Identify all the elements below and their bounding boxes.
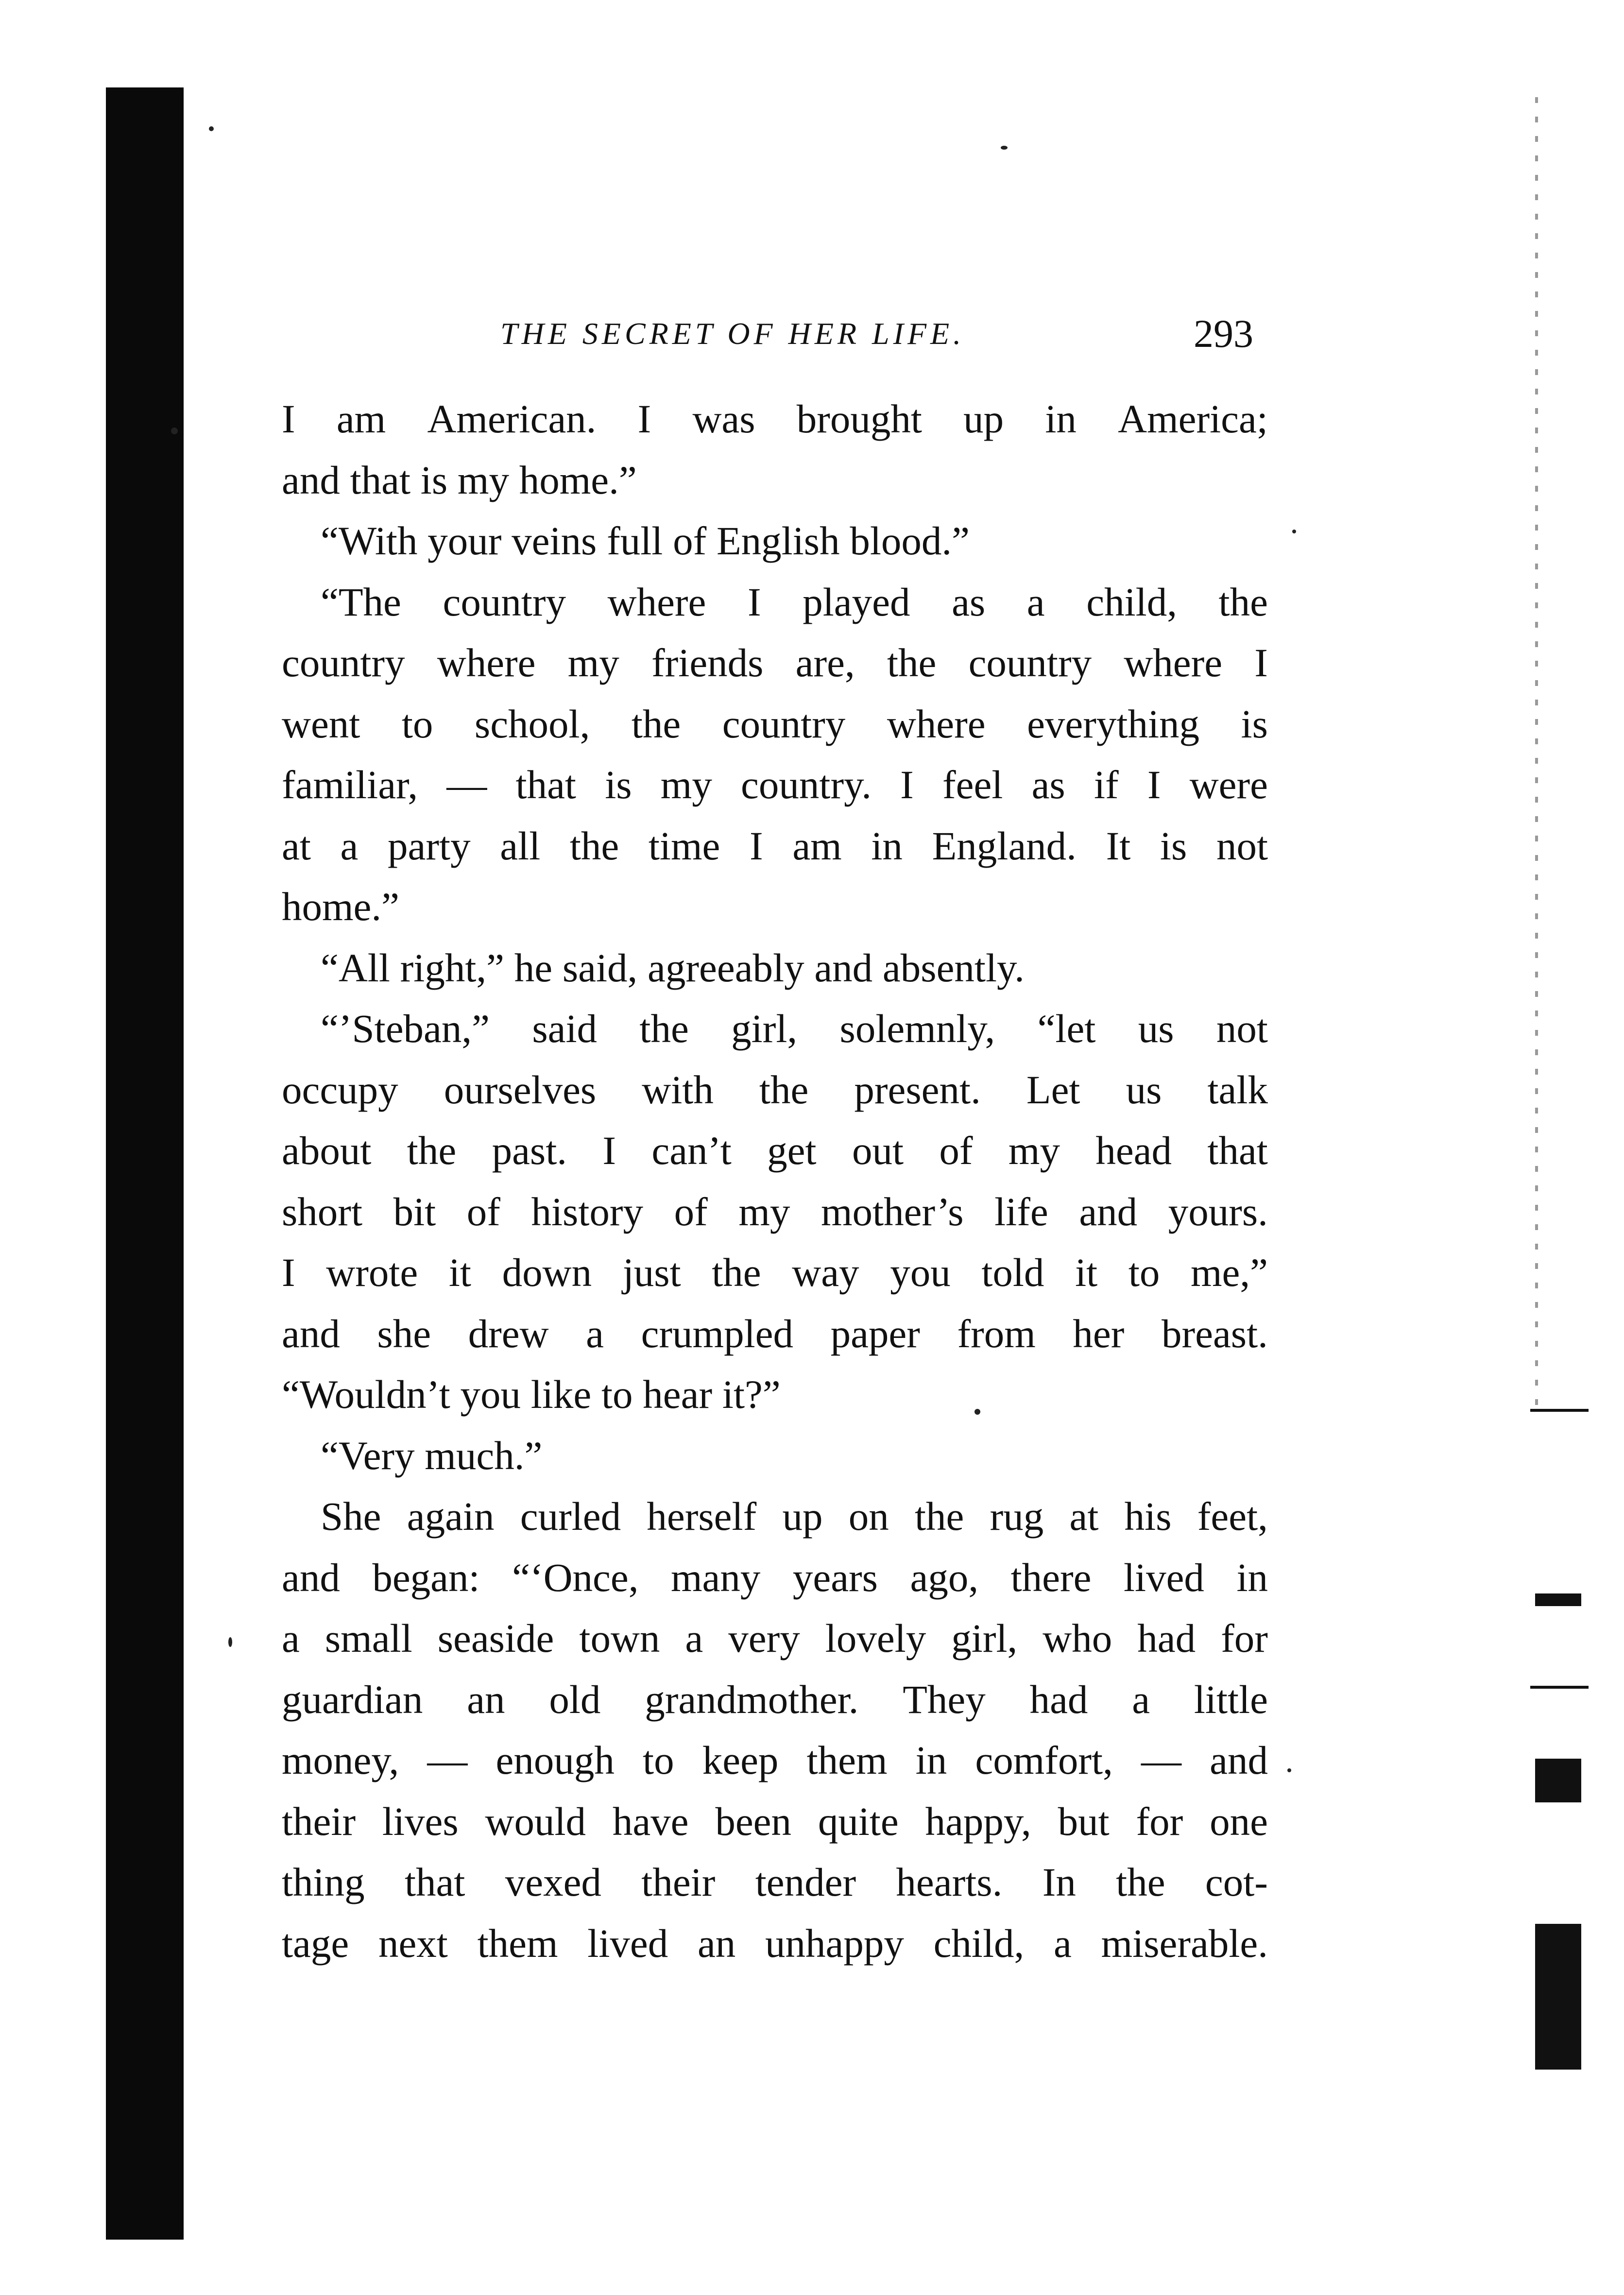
word: said <box>532 1006 598 1051</box>
page-edge-mark <box>1535 97 1538 1409</box>
word: all <box>500 823 541 868</box>
word: if <box>1094 762 1119 807</box>
word: country <box>722 701 846 746</box>
text-line: “Wouldn’t you like to hear it?” <box>282 1372 781 1417</box>
word: head <box>1095 1128 1172 1173</box>
word: to <box>1128 1250 1160 1295</box>
scan-speck <box>228 1637 232 1647</box>
word: solemnly, <box>839 1006 995 1051</box>
word: lovely <box>825 1616 926 1661</box>
word: I <box>1147 762 1161 807</box>
word: party <box>388 823 471 868</box>
word: where <box>607 579 706 624</box>
word: the <box>631 701 681 746</box>
word: curled <box>520 1494 621 1539</box>
word: up <box>782 1494 823 1539</box>
margin-block <box>1535 1924 1581 2070</box>
word: as <box>952 579 986 624</box>
scan-speck <box>1001 146 1008 150</box>
word: down <box>502 1250 592 1295</box>
word: girl, <box>951 1616 1018 1661</box>
word: tage <box>282 1920 349 1966</box>
word: everything <box>1027 701 1200 746</box>
word: the <box>712 1250 761 1295</box>
word: She <box>321 1494 381 1539</box>
word: “’Steban,” <box>321 1006 490 1051</box>
word: am <box>792 823 842 868</box>
word: I <box>637 396 651 441</box>
word: time <box>648 823 720 868</box>
word: about <box>282 1128 372 1173</box>
page-header <box>282 311 1263 369</box>
text-line <box>282 1547 1268 1609</box>
margin-block <box>1535 1593 1581 1606</box>
word: she <box>377 1311 431 1356</box>
word: thing <box>282 1860 365 1904</box>
text-line: and that is my home.” <box>282 457 637 502</box>
word: again <box>407 1494 495 1539</box>
text-line <box>282 1182 1268 1243</box>
word: their <box>282 1798 356 1844</box>
text-line <box>282 1669 1268 1730</box>
word: feel <box>942 762 1003 807</box>
word: were <box>1189 762 1268 807</box>
margin-block <box>1535 1759 1581 1802</box>
word: had <box>1029 1677 1088 1722</box>
word: paper <box>830 1311 920 1356</box>
word: I <box>282 1250 295 1295</box>
word: the <box>1116 1860 1165 1904</box>
word: happy, <box>925 1798 1031 1844</box>
word: of <box>674 1189 708 1234</box>
word: lives <box>382 1798 459 1844</box>
word: country <box>968 640 1092 685</box>
word: and <box>282 1311 340 1356</box>
word: that <box>1207 1128 1268 1173</box>
word: began: <box>372 1555 480 1600</box>
word: child, <box>1086 579 1177 624</box>
scan-speck <box>209 126 214 131</box>
word: just <box>622 1250 681 1295</box>
word: crumpled <box>641 1311 794 1356</box>
text-line <box>282 1852 1268 1913</box>
text-line <box>282 1913 1268 1974</box>
text-line: “With your veins full of English blood.” <box>321 518 970 563</box>
word: are, <box>795 640 855 685</box>
word: and <box>1079 1189 1138 1234</box>
text-line: “All right,” he said, agreeably and absently. <box>321 945 1025 990</box>
word: for <box>1221 1616 1268 1661</box>
word: grandmother. <box>645 1677 859 1722</box>
word: England. <box>932 823 1077 868</box>
word: breast. <box>1161 1311 1268 1356</box>
scan-speck <box>974 1409 980 1415</box>
word: can’t <box>651 1128 732 1173</box>
word: “let <box>1037 1006 1096 1051</box>
word: out <box>852 1128 904 1173</box>
word: little <box>1194 1677 1268 1722</box>
text-line <box>282 998 1268 1060</box>
binding-edge <box>106 87 184 2240</box>
running-head: THE SECRET OF HER LIFE. <box>500 316 965 351</box>
word: I <box>750 823 763 868</box>
word: the <box>407 1128 457 1173</box>
body-text <box>282 389 1268 1974</box>
word: my <box>567 640 619 685</box>
word: played <box>803 579 910 624</box>
word: country <box>282 640 405 685</box>
word: bit <box>393 1189 436 1234</box>
word: an <box>697 1920 736 1966</box>
word: them <box>477 1920 558 1966</box>
word: In <box>1042 1860 1076 1904</box>
word: “‘Once, <box>512 1555 639 1600</box>
word: guardian <box>282 1677 423 1722</box>
text-line <box>282 1486 1268 1547</box>
word: talk <box>1207 1067 1268 1112</box>
text-line <box>282 1730 1268 1791</box>
word: brought <box>796 396 922 441</box>
word: the <box>887 640 937 685</box>
word: next <box>378 1920 448 1966</box>
text-line <box>282 389 1268 450</box>
word: tender <box>755 1860 856 1904</box>
word: the <box>914 1494 964 1539</box>
text-line: “Very much.” <box>321 1433 543 1478</box>
word: keep <box>702 1738 779 1782</box>
word: to <box>643 1738 674 1782</box>
word: a <box>1054 1920 1072 1966</box>
word: American. <box>427 396 597 441</box>
text-line <box>282 1242 1268 1303</box>
word: am <box>336 396 386 441</box>
word: school, <box>474 701 590 746</box>
text-line <box>282 572 1268 633</box>
word: my <box>660 762 712 807</box>
word: present. <box>854 1067 981 1112</box>
word: ago, <box>910 1555 979 1600</box>
word: an <box>467 1677 505 1722</box>
margin-rule <box>1530 1686 1589 1689</box>
margin-rule <box>1530 1409 1589 1412</box>
word: in <box>1045 396 1077 441</box>
word: life <box>994 1189 1048 1234</box>
word: country <box>443 579 566 624</box>
word: my <box>1008 1128 1060 1173</box>
word: and <box>282 1555 340 1600</box>
word: as <box>1031 762 1065 807</box>
word: his <box>1124 1494 1172 1539</box>
word: the <box>759 1067 809 1112</box>
word: from <box>957 1311 1036 1356</box>
word: get <box>767 1128 817 1173</box>
word: in <box>915 1738 947 1782</box>
text-line <box>282 694 1268 755</box>
word: lived <box>587 1920 668 1966</box>
word: there <box>1010 1555 1092 1600</box>
word: country. <box>741 762 872 807</box>
word: a <box>586 1311 604 1356</box>
word: a <box>1132 1677 1150 1722</box>
word: short <box>282 1189 362 1234</box>
word: money, <box>282 1738 399 1782</box>
word: comfort, <box>975 1738 1113 1782</box>
word: quite <box>818 1798 899 1844</box>
word: very <box>728 1616 800 1661</box>
word: had <box>1137 1616 1196 1661</box>
word: child, <box>933 1920 1025 1966</box>
word: a <box>1026 579 1045 624</box>
word: rug <box>990 1494 1044 1539</box>
word: yours. <box>1168 1189 1268 1234</box>
word: — <box>427 1738 468 1782</box>
word: you <box>890 1250 951 1295</box>
scan-speck <box>1287 1768 1291 1772</box>
word: seaside <box>437 1616 554 1661</box>
word: one <box>1210 1798 1268 1844</box>
word: is <box>1241 701 1268 746</box>
word: drew <box>468 1311 549 1356</box>
word: not <box>1216 1006 1268 1051</box>
word: town <box>579 1616 660 1661</box>
word: would <box>485 1798 586 1844</box>
text-line <box>282 633 1268 694</box>
word: where <box>1124 640 1223 685</box>
word: enough <box>496 1738 615 1782</box>
word: friends <box>651 640 764 685</box>
word: America; <box>1118 396 1268 441</box>
word: at <box>1069 1494 1099 1539</box>
word: the <box>569 823 619 868</box>
word: in <box>871 823 903 868</box>
word: at <box>282 823 311 868</box>
word: wrote <box>326 1250 418 1295</box>
word: it <box>1075 1250 1098 1295</box>
word: I <box>900 762 914 807</box>
word: a <box>282 1616 300 1661</box>
word: with <box>642 1067 714 1112</box>
word: us <box>1126 1067 1162 1112</box>
text-line <box>282 754 1268 816</box>
word: I <box>602 1128 616 1173</box>
text-line <box>282 1791 1268 1852</box>
scan-speck <box>171 428 178 434</box>
word: “The <box>321 579 401 624</box>
word: that <box>515 762 576 807</box>
word: vexed <box>505 1860 601 1904</box>
word: been <box>715 1798 791 1844</box>
word: have <box>612 1798 689 1844</box>
word: history <box>531 1189 644 1234</box>
word: up <box>963 396 1004 441</box>
text-line <box>282 1303 1268 1365</box>
word: the <box>1218 579 1268 624</box>
word: old <box>549 1677 601 1722</box>
word: of <box>939 1128 973 1173</box>
word: but <box>1058 1798 1110 1844</box>
word: feet, <box>1197 1494 1268 1539</box>
word: them <box>806 1738 888 1782</box>
word: hearts. <box>896 1860 1003 1904</box>
word: that <box>404 1860 465 1904</box>
word: I <box>747 579 761 624</box>
word: way <box>792 1250 859 1295</box>
word: went <box>282 701 360 746</box>
word: is <box>1160 823 1187 868</box>
word: who <box>1043 1616 1112 1661</box>
word: for <box>1136 1798 1183 1844</box>
word: I <box>282 396 295 441</box>
word: ourselves <box>444 1067 597 1112</box>
word: where <box>437 640 536 685</box>
word: many <box>670 1555 761 1600</box>
word: me,” <box>1191 1250 1268 1295</box>
word: girl, <box>731 1006 798 1051</box>
text-line <box>282 1060 1268 1121</box>
word: I <box>1254 640 1268 685</box>
word: It <box>1106 823 1131 868</box>
word: their <box>641 1860 716 1904</box>
word: my <box>738 1189 790 1234</box>
word: of <box>466 1189 500 1234</box>
word: in <box>1236 1555 1268 1600</box>
text-line <box>282 816 1268 877</box>
word: is <box>605 762 632 807</box>
word: — <box>1141 1738 1182 1782</box>
word: where <box>887 701 986 746</box>
word: on <box>848 1494 889 1539</box>
text-line <box>282 1608 1268 1669</box>
word: familiar, <box>282 762 418 807</box>
word: not <box>1216 823 1268 868</box>
word: it <box>448 1250 471 1295</box>
word: miserable. <box>1101 1920 1268 1966</box>
word: past. <box>492 1128 567 1173</box>
word: They <box>903 1677 986 1722</box>
word: years <box>792 1555 878 1600</box>
word: Let <box>1026 1067 1080 1112</box>
word: told <box>981 1250 1044 1295</box>
word: us <box>1138 1006 1174 1051</box>
text-line: home.” <box>282 884 399 929</box>
word: small <box>325 1616 412 1661</box>
word: occupy <box>282 1067 398 1112</box>
scan-speck <box>1292 530 1296 533</box>
word: lived <box>1123 1555 1204 1600</box>
word: — <box>446 762 487 807</box>
word: herself <box>647 1494 757 1539</box>
word: was <box>692 396 755 441</box>
word: to <box>401 701 433 746</box>
word: and <box>1210 1738 1268 1782</box>
text-line <box>282 1120 1268 1182</box>
word: mother’s <box>821 1189 964 1234</box>
word: a <box>685 1616 703 1661</box>
word: unhappy <box>765 1920 904 1966</box>
word: her <box>1073 1311 1125 1356</box>
word: a <box>340 823 359 868</box>
word: cot- <box>1205 1860 1268 1904</box>
word: the <box>639 1006 689 1051</box>
page-number: 293 <box>1194 311 1253 356</box>
